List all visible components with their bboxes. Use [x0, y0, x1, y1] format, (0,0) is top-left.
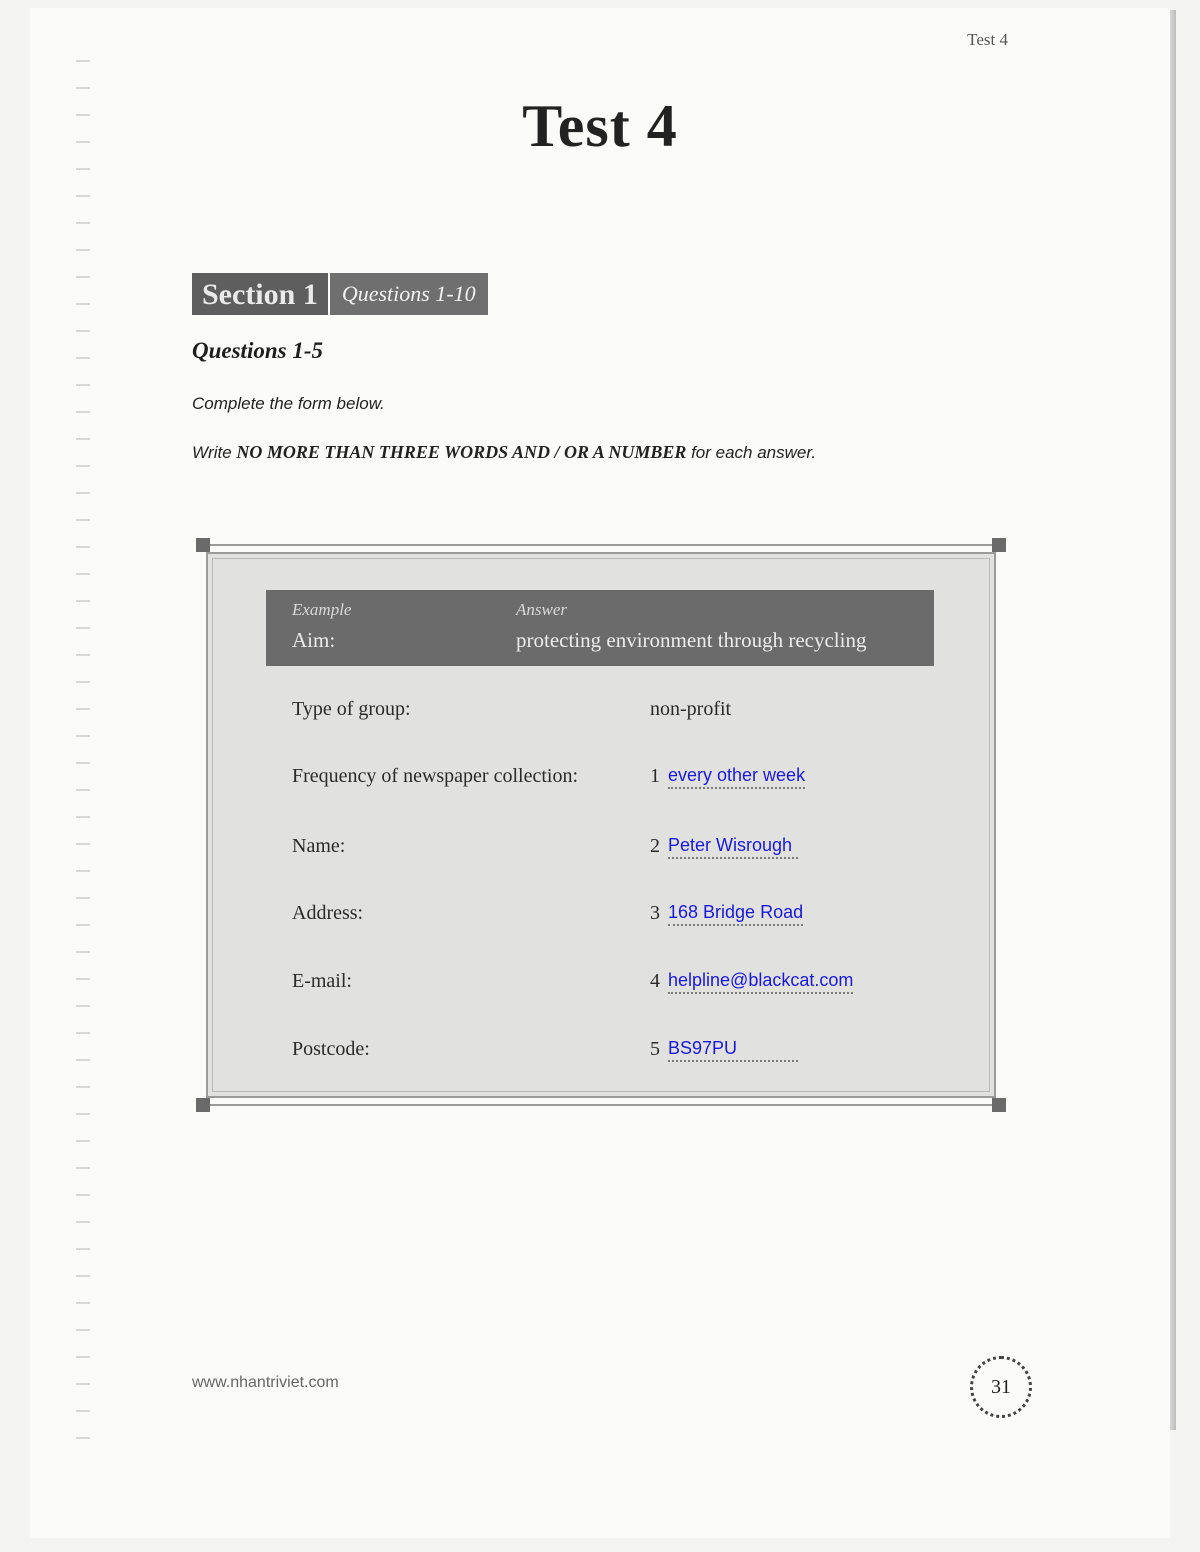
form-row-type-of-group [292, 698, 932, 728]
question-number: 3 [650, 902, 660, 924]
instruction-caps: NO MORE THAN THREE WORDS AND / OR A NUMBER [236, 442, 687, 462]
question-number: 5 [650, 1038, 660, 1060]
instruction-prefix: Write [192, 443, 232, 462]
question-number: 1 [650, 765, 660, 787]
example-bar [266, 590, 934, 666]
question-number: 4 [650, 970, 660, 992]
running-head: Test 4 [967, 30, 1008, 49]
form-box [196, 538, 1006, 1112]
question-number: 2 [650, 835, 660, 857]
section-questions: Questions 1-10 [328, 273, 488, 315]
answer-field-1[interactable]: every other week [668, 765, 805, 789]
page-edge [1170, 10, 1176, 1430]
page-number-badge [970, 1356, 1032, 1418]
answer-field-3[interactable]: 168 Bridge Road [668, 902, 803, 926]
corner-ornament [196, 538, 210, 552]
page-number: 31 [991, 1375, 1011, 1398]
instruction-complete-form: Complete the form below. [192, 394, 385, 413]
instruction-word-limit [192, 442, 816, 463]
answer-field-5[interactable]: BS97PU [668, 1038, 798, 1062]
corner-ornament [196, 1098, 210, 1112]
questions-heading: Questions 1-5 [192, 338, 323, 363]
field-label: Frequency of newspaper collection: [292, 765, 579, 787]
example-field: Aim: [292, 628, 336, 652]
form-row-postcode [292, 1038, 932, 1068]
binding-edge [76, 40, 90, 1440]
example-label: Example [292, 600, 352, 619]
field-label: Postcode: [292, 1038, 370, 1060]
example-value: protecting environment through recycling [516, 628, 867, 652]
section-banner [192, 273, 488, 315]
field-value: non-profit [650, 698, 732, 720]
answer-field-4[interactable]: helpline@blackcat.com [668, 970, 853, 994]
form-row-email [292, 970, 932, 1000]
form-row-name [292, 835, 932, 865]
instruction-suffix: for each answer. [691, 443, 817, 462]
field-label: Address: [292, 902, 364, 924]
corner-ornament [992, 538, 1006, 552]
field-label: E-mail: [292, 970, 352, 992]
form-row-address [292, 902, 932, 932]
answer-label: Answer [516, 600, 567, 619]
footer-url: www.nhantriviet.com [192, 1374, 339, 1391]
field-label: Type of group: [292, 698, 411, 720]
form-row-frequency [292, 765, 932, 795]
field-label: Name: [292, 835, 346, 857]
corner-ornament [992, 1098, 1006, 1112]
answer-field-2[interactable]: Peter Wisrough [668, 835, 798, 859]
section-label: Section 1 [192, 273, 328, 315]
page-title: Test 4 [522, 93, 678, 159]
